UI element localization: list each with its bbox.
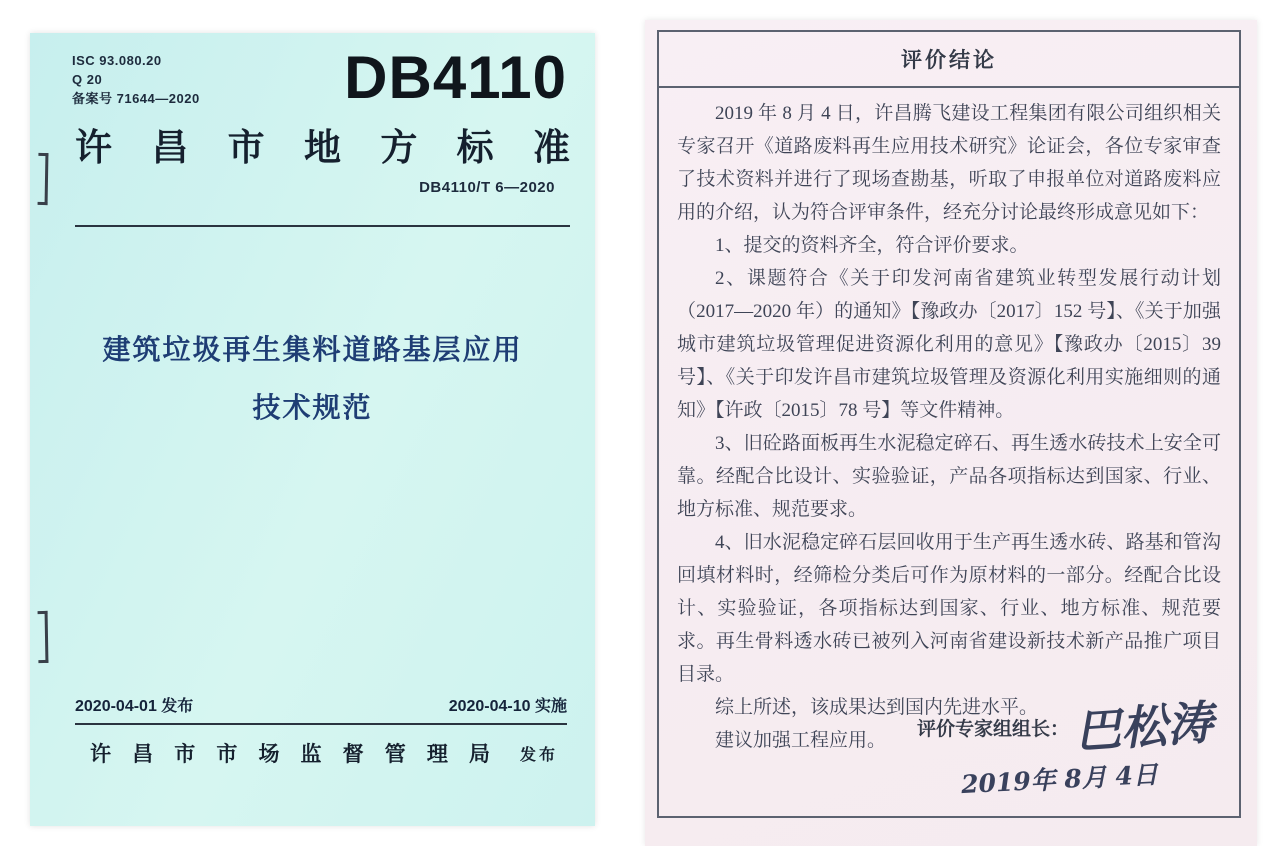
signature-row (916, 695, 1215, 759)
issuer-name: 许昌市市场监督管理局 (90, 742, 490, 766)
issue-date: 2020-04-01 发布 (75, 698, 194, 715)
implement-date: 2020-04-10 实施 (448, 698, 567, 715)
paragraph-intro: 2019 年 8 月 4 日，许昌腾飞建设工程集团有限公司组织相关专家召开《道路废料再生应用技术研究》论证会，各位专家审查了技术资料并进行了现场查勘基，听取了申报单位对道路废料应用的介绍，认为符合评审条件，经充分讨论最终形成意见如下： (677, 103, 1221, 223)
evaluation-header: 评价结论 (659, 32, 1239, 88)
paragraph-item-4: 4、旧水泥稳定碎石层回收用于生产再生透水砖、路基和管沟回填材料时，经筛检分类后可作为原材料的一部分。经配合比设计、实验验证，各项指标达到国家、行业、地方标准、规范要求。再生骨料透水砖已被列入河南省建设新技术新产品推广项目目录。 (677, 532, 1221, 685)
standard-code: DB4110 (344, 44, 567, 111)
signature-block (916, 695, 1215, 800)
ics-code: ISC 93.080.20 (72, 53, 162, 68)
standard-title-line2: 技术规范 (252, 392, 373, 423)
class-code: Q 20 (72, 72, 103, 87)
paragraph-item-1: 1、提交的资料齐全，符合评价要求。 (715, 235, 1029, 256)
evaluation-border-box (657, 30, 1241, 818)
divider (75, 723, 567, 725)
record-number: 备案号 71644—2020 (72, 91, 200, 106)
cover-meta-block (72, 51, 200, 108)
evaluation-sheet-page (645, 20, 1257, 846)
divider (75, 225, 570, 227)
handwritten-date: 2019年 8月 4日 (960, 759, 1159, 800)
paragraph-item-3: 3、旧砼路面板再生水泥稳定碎石、再生透水砖技术上安全可靠。经配合比设计、实验验证，产品各项指标达到国家、行业、地方标准、规范要求。 (677, 433, 1221, 520)
binding-mark (38, 153, 49, 205)
issuer-row (90, 738, 567, 768)
standard-cover-page (30, 33, 595, 826)
date-row (75, 693, 567, 716)
binding-mark (38, 611, 49, 663)
handwritten-signature: 巴松涛 (1073, 695, 1215, 759)
standard-title-line1: 建筑垃圾再生集料道路基层应用 (102, 334, 523, 365)
paragraph-conclusion: 综上所述，该成果达到国内先进水平。 (715, 697, 1039, 718)
document-number: DB4110/T 6—2020 (419, 179, 555, 196)
signature-label: 评价专家组组长： (916, 718, 1069, 740)
evaluation-body (659, 88, 1239, 757)
issuer-suffix: 发布 (520, 746, 559, 764)
standard-series-name: 许昌市地方标准 (75, 128, 570, 169)
paragraph-suggestion: 建议加强工程应用。 (715, 730, 887, 751)
standard-title (50, 321, 575, 437)
paragraph-item-2: 2、课题符合《关于印发河南省建筑业转型发展行动计划（2017—2020 年）的通知》【豫政办〔2017〕152 号】、《关于加强城市建筑垃圾管理促进资源化利用的意见》【豫政办〔2015〕39 号】、《关于印发许昌市建筑垃圾管理及资源化利用实施细则的通知》【许政〔2015〕78 号】等文件精神。 (677, 268, 1221, 421)
